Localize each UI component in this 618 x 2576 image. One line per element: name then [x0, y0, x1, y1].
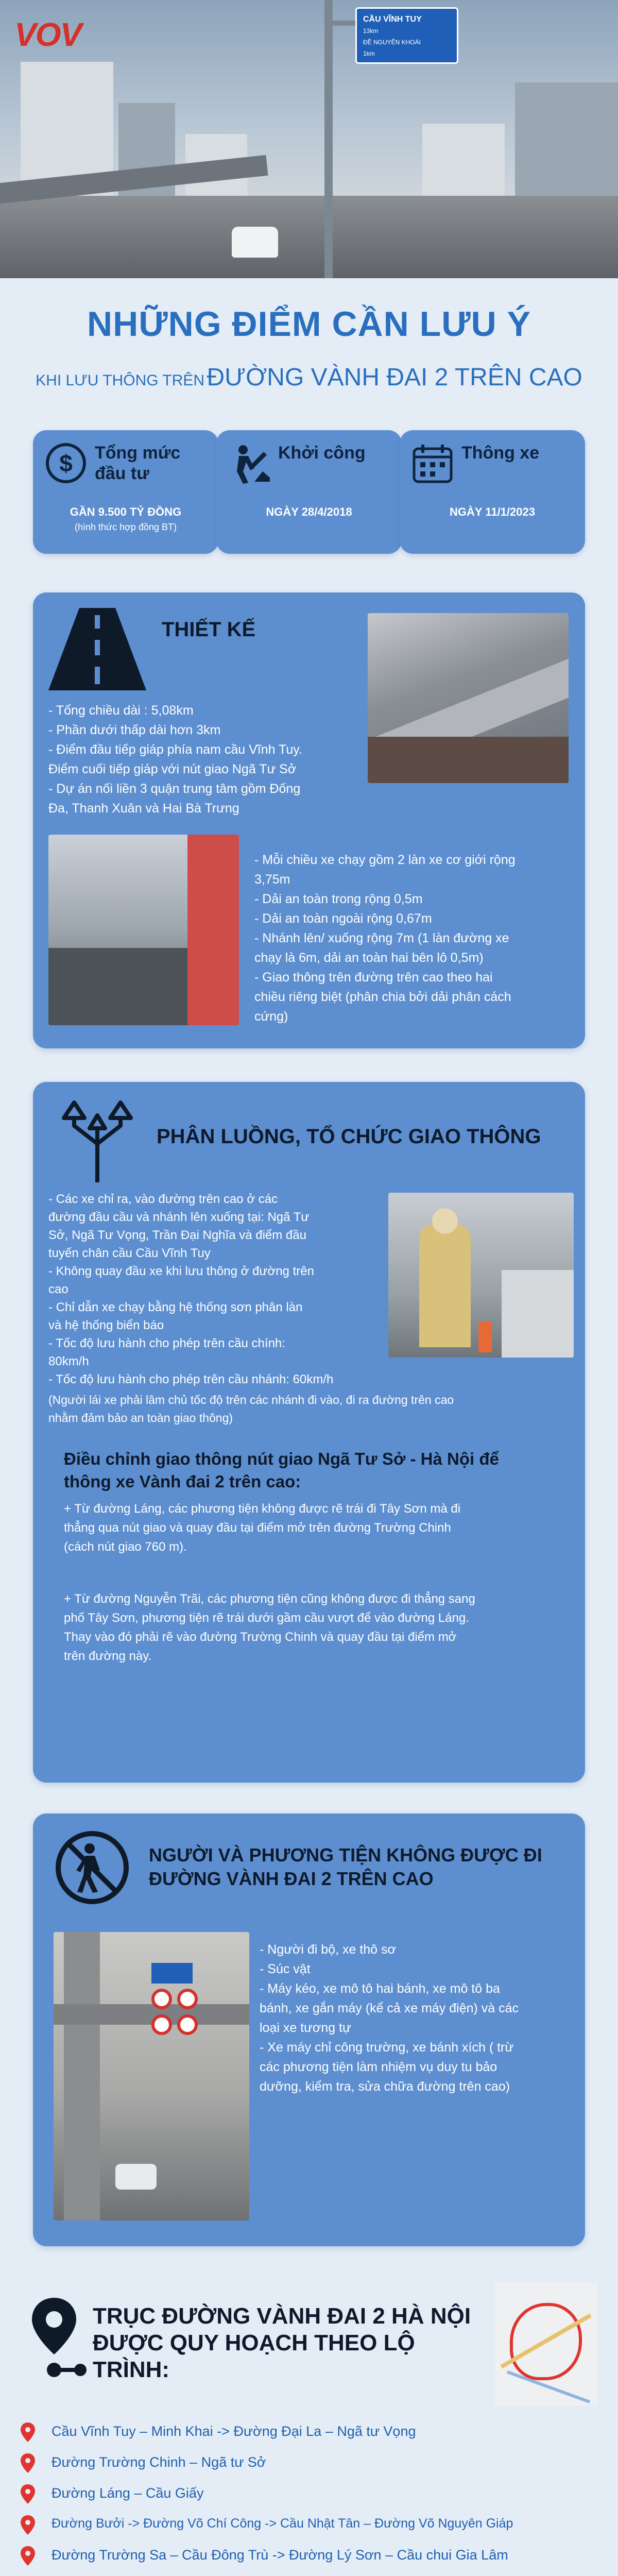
stat-value: GẦN 9.500 TỶ ĐỒNG: [70, 505, 182, 518]
svg-text:$: $: [59, 450, 73, 477]
road-sign: [355, 7, 458, 64]
route-text: Đường Láng – Cầu Giấy: [52, 2485, 204, 2501]
road: [0, 196, 618, 278]
stat-label: Thông xe: [461, 443, 540, 463]
page-subtitle: [0, 363, 618, 392]
location-pin-icon: [21, 2515, 35, 2535]
page-title: NHỮNG ĐIỂM CẦN LƯU Ý: [87, 304, 531, 344]
vov-logo: VOV: [14, 16, 81, 53]
text-line: - Máy kéo, xe mô tô hai bánh, xe mô tô ba: [260, 1981, 500, 1996]
stat-value: NGÀY 11/1/2023: [450, 505, 535, 518]
text-line: các phương tiện làm nhiệm vụ duy tu bảo: [260, 2060, 497, 2074]
heading-line: NGƯỜI VÀ PHƯƠNG TIỆN KHÔNG ĐƯỢC ĐI: [149, 1844, 542, 1866]
text-line: - Người đi bộ, xe thô sơ: [260, 1942, 396, 1957]
text-line: + Từ đường Nguyễn Trãi, các phương tiện cũng không được đi thẳng sang: [64, 1592, 475, 1606]
intersection-heading: [64, 1448, 569, 1493]
text-line: - Xe máy chỉ công trường, xe bánh xích ( trừ: [260, 2040, 514, 2055]
overpass-aerial-photo: [368, 613, 569, 783]
text-line: chạy là 6m, dải an toàn hai bên lô 0,5m): [254, 951, 484, 965]
sign-line: CẦU VĨNH TUY: [363, 15, 422, 24]
text-line: - Dải an toàn ngoài rộng 0,67m: [254, 911, 432, 926]
text-line: chiều riêng biệt (phân chia bởi dải phân cách: [254, 990, 511, 1004]
route-text: Đường Bưởi -> Đường Võ Chí Công -> Cầu Nhật Tân – Đường Võ Nguyên Giáp: [52, 2516, 513, 2531]
split-arrows-icon: [54, 1097, 141, 1185]
prohibition-signs-photo: [54, 1932, 249, 2221]
elevated-road-photo: [48, 835, 239, 1025]
route-item: [21, 2483, 603, 2506]
road-icon: [48, 608, 146, 690]
text-line: - Điểm đầu tiếp giáp phía nam cầu Vĩnh Tuy.: [48, 742, 302, 757]
stat-note: (hình thức hợp đồng BT): [75, 522, 177, 532]
location-pin-icon: [21, 2453, 35, 2473]
traffic-panel: [33, 1082, 585, 1783]
text-line: Sở, Ngã Tư Vọng, Trần Đại Nghĩa và điểm đầu: [48, 1228, 306, 1242]
text-line: (cách nút giao 760 m).: [64, 1540, 187, 1554]
text-line: Đa, Thanh Xuân và Hai Bà Trưng: [48, 801, 239, 816]
worker-icon: [228, 442, 271, 485]
text-line: - Dải an toàn trong rộng 0,5m: [254, 892, 423, 906]
text-line: - Không quay đầu xe khi lưu thông ở đường trên: [48, 1264, 314, 1278]
design-heading: THIẾT KẾ: [162, 618, 256, 641]
traffic-rules-text: [48, 1190, 383, 1388]
text-line: bánh, xe gắn máy (kể cả xe máy điện) và các: [260, 2001, 519, 2015]
calendar-icon: [411, 442, 454, 485]
route-item: [21, 2421, 603, 2444]
intersection-para-2: [64, 1589, 574, 1666]
sign-line: 13km: [363, 27, 379, 35]
stat-value: NGÀY 28/4/2018: [266, 505, 352, 518]
text-line: 3,75m: [254, 872, 290, 887]
stat-label: Khởi công: [278, 443, 366, 463]
text-line: thẳng qua nút giao và quay đầu tại điểm mở trên đường Trường Chinh: [64, 1521, 451, 1535]
subtitle-prefix: KHI LƯU THÔNG TRÊN: [36, 372, 205, 389]
prohibited-panel: [33, 1814, 585, 2246]
text-line: - Các xe chỉ ra, vào đường trên cao ở các: [48, 1192, 278, 1206]
traffic-note-text: [48, 1391, 574, 1427]
no-pedestrian-icon: [54, 1829, 131, 1906]
heading-line: Điều chỉnh giao thông nút giao Ngã Tư Sở - Hà Nội để: [64, 1449, 499, 1468]
heading-line: TRỤC ĐƯỜNG VÀNH ĐAI 2 HÀ NỘI: [93, 2303, 471, 2329]
sign-pole: [324, 0, 333, 278]
text-line: - Tổng chiều dài : 5,08km: [48, 703, 194, 718]
sign-line: 1km: [363, 50, 375, 57]
design-left-text: [48, 701, 357, 818]
route-item: [21, 2452, 603, 2475]
text-line: và hệ thống biển báo: [48, 1318, 164, 1332]
text-line: cứng): [254, 1009, 288, 1024]
traffic-heading: PHÂN LUỒNG, TỔ CHỨC GIAO THÔNG: [157, 1125, 541, 1148]
text-line: - Tốc độ lưu hành cho phép trên cầu nhánh: 60km/h: [48, 1372, 334, 1386]
prohibited-heading: [149, 1843, 542, 1891]
routes-heading: [93, 2303, 494, 2383]
location-pin-icon: [21, 2484, 35, 2504]
text-line: - Mỗi chiều xe chạy gồm 2 làn xe cơ giới rộng: [254, 853, 516, 867]
text-line: cao: [48, 1282, 68, 1296]
heading-line: ĐƯỜNG VÀNH ĐAI 2 TRÊN CAO: [149, 1868, 434, 1889]
stat-label: Tổng mức đầu tư: [95, 443, 181, 483]
route-pin-icon: [31, 2298, 88, 2396]
heading-line: ĐƯỢC QUY HOẠCH THEO LỘ TRÌNH:: [93, 2330, 415, 2382]
text-line: - Tốc độ lưu hành cho phép trên cầu chính:: [48, 1336, 285, 1350]
heading-line: thông xe Vành đai 2 trên cao:: [64, 1472, 301, 1491]
text-line: loại xe tương tự: [260, 2021, 351, 2035]
route-item: [21, 2545, 603, 2568]
intersection-para-1: [64, 1499, 574, 1556]
location-pin-icon: [21, 2546, 35, 2566]
route-text: Đường Trường Chinh – Ngã tư Sở: [52, 2454, 266, 2470]
text-line: nhằm đảm bảo an toàn giao thông): [48, 1411, 233, 1425]
text-line: trên đường này.: [64, 1649, 152, 1663]
car: [232, 227, 278, 258]
route-item: [21, 2514, 603, 2537]
text-line: + Từ đường Láng, các phương tiện không được rẽ trái đi Tây Sơn mà đi: [64, 1502, 461, 1516]
text-line: (Người lái xe phải lâm chủ tốc độ trên các nhánh đi vào, đi ra đường trên cao: [48, 1393, 454, 1406]
prohibited-list: [260, 1940, 579, 2096]
text-line: - Dự án nối liền 3 quận trung tâm gồm Đống: [48, 782, 301, 796]
text-line: dưỡng, kiểm tra, sửa chữa đường trên cao): [260, 2079, 510, 2094]
route-map: [494, 2282, 597, 2406]
text-line: tuyến chân cầu Cầu Vĩnh Tuy: [48, 1246, 211, 1260]
text-line: - Phần dưới thấp dài hơn 3km: [48, 723, 221, 737]
sign-line: ĐỀ NGUYỄN KHOÁI: [363, 39, 421, 46]
text-line: Điểm cuối tiếp giáp với nút giao Ngã Tư Sở: [48, 762, 297, 776]
text-line: - Chỉ dẫn xe chạy bằng hệ thống sơn phân làn: [48, 1300, 303, 1314]
stat-card-start: [216, 430, 402, 554]
text-line: Thay vào đó phải rẽ vào đường Trường Chinh và quay đầu tại điểm mở: [64, 1630, 457, 1644]
route-text: Cầu Vĩnh Tuy – Minh Khai -> Đường Đại La – Ngã tư Vọng: [52, 2424, 416, 2439]
route-text: Đường Trường Sa – Cầu Đông Trù -> Đường Lý Sơn – Cầu chui Gia Lâm: [52, 2547, 508, 2563]
money-icon: [44, 442, 88, 485]
design-panel: [33, 592, 585, 1048]
location-pin-icon: [21, 2422, 35, 2442]
text-line: - Giao thông trên đường trên cao theo hai: [254, 970, 493, 985]
traffic-police-photo: [388, 1193, 574, 1358]
text-line: - Súc vật: [260, 1962, 311, 1976]
stat-card-opening: [400, 430, 585, 554]
text-line: - Nhánh lên/ xuống rộng 7m (1 làn đường xe: [254, 931, 509, 945]
text-line: đường đầu cầu và nhánh lên xuống tại: Ngã Tư: [48, 1210, 310, 1224]
text-line: 80km/h: [48, 1354, 89, 1368]
subtitle-main: ĐƯỜNG VÀNH ĐAI 2 TRÊN CAO: [207, 364, 582, 391]
design-right-text: [254, 850, 574, 1026]
text-line: phố Tây Sơn, phương tiện rẽ trái dưới gầm cầu vượt để vào đường Láng.: [64, 1611, 469, 1625]
stat-card-investment: [33, 430, 218, 554]
hero-photo: [0, 0, 618, 278]
